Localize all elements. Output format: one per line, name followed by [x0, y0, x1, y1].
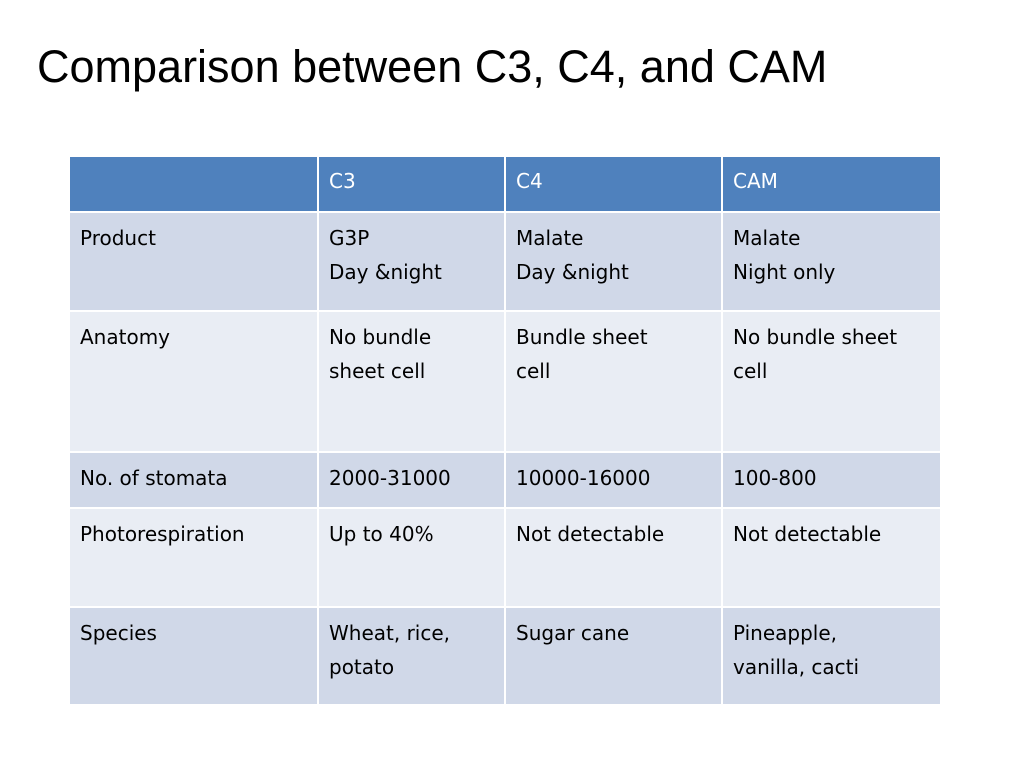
- cell-c3: [318, 607, 505, 705]
- cell-line: Not detectable: [733, 522, 882, 546]
- table-row-stomata: [69, 452, 941, 508]
- cell-c3: [318, 508, 505, 607]
- row-label: Anatomy: [69, 311, 318, 452]
- row-label: Product: [69, 212, 318, 311]
- header-cell-cam: CAM: [722, 156, 941, 212]
- cell-cam: [722, 212, 941, 311]
- cell-line: No bundle sheet: [733, 325, 898, 349]
- cell-cam: [722, 311, 941, 452]
- comparison-table: [68, 155, 942, 706]
- table-row-species: [69, 607, 941, 705]
- cell-cam: [722, 452, 941, 508]
- cell-line: 100-800: [733, 466, 817, 490]
- cell-line: Day &night: [329, 260, 442, 284]
- row-label: Photorespiration: [69, 508, 318, 607]
- cell-line: vanilla, cacti: [733, 655, 860, 679]
- row-label: Species: [69, 607, 318, 705]
- cell-line: No bundle: [329, 325, 432, 349]
- cell-c3: [318, 212, 505, 311]
- table-row-anatomy: [69, 311, 941, 452]
- table-row-product: [69, 212, 941, 311]
- header-cell-c4: C4: [505, 156, 722, 212]
- cell-line: 2000-31000: [329, 466, 451, 490]
- header-cell-c3: C3: [318, 156, 505, 212]
- cell-line: cell: [733, 359, 768, 383]
- cell-line: Bundle sheet: [516, 325, 648, 349]
- cell-c4: [505, 452, 722, 508]
- cell-line: Not detectable: [516, 522, 665, 546]
- cell-line: potato: [329, 655, 395, 679]
- cell-c3: [318, 311, 505, 452]
- cell-line: Malate: [733, 226, 801, 250]
- cell-line: Sugar cane: [516, 621, 630, 645]
- cell-cam: [722, 508, 941, 607]
- cell-line: Day &night: [516, 260, 629, 284]
- cell-line: Up to 40%: [329, 522, 434, 546]
- cell-line: Night only: [733, 260, 836, 284]
- cell-c4: [505, 212, 722, 311]
- table-row-photorespiration: [69, 508, 941, 607]
- cell-c4: [505, 311, 722, 452]
- table-header-row: [69, 156, 941, 212]
- cell-line: Wheat, rice,: [329, 621, 451, 645]
- header-cell-empty: [69, 156, 318, 212]
- cell-c4: [505, 508, 722, 607]
- cell-line: cell: [516, 359, 551, 383]
- row-label: No. of stomata: [69, 452, 318, 508]
- slide-title: Comparison between C3, C4, and CAM: [37, 41, 828, 92]
- cell-line: sheet cell: [329, 359, 426, 383]
- cell-cam: [722, 607, 941, 705]
- cell-line: Pineapple,: [733, 621, 838, 645]
- cell-c3: [318, 452, 505, 508]
- cell-line: G3P: [329, 226, 370, 250]
- cell-line: 10000-16000: [516, 466, 651, 490]
- cell-c4: [505, 607, 722, 705]
- cell-line: Malate: [516, 226, 584, 250]
